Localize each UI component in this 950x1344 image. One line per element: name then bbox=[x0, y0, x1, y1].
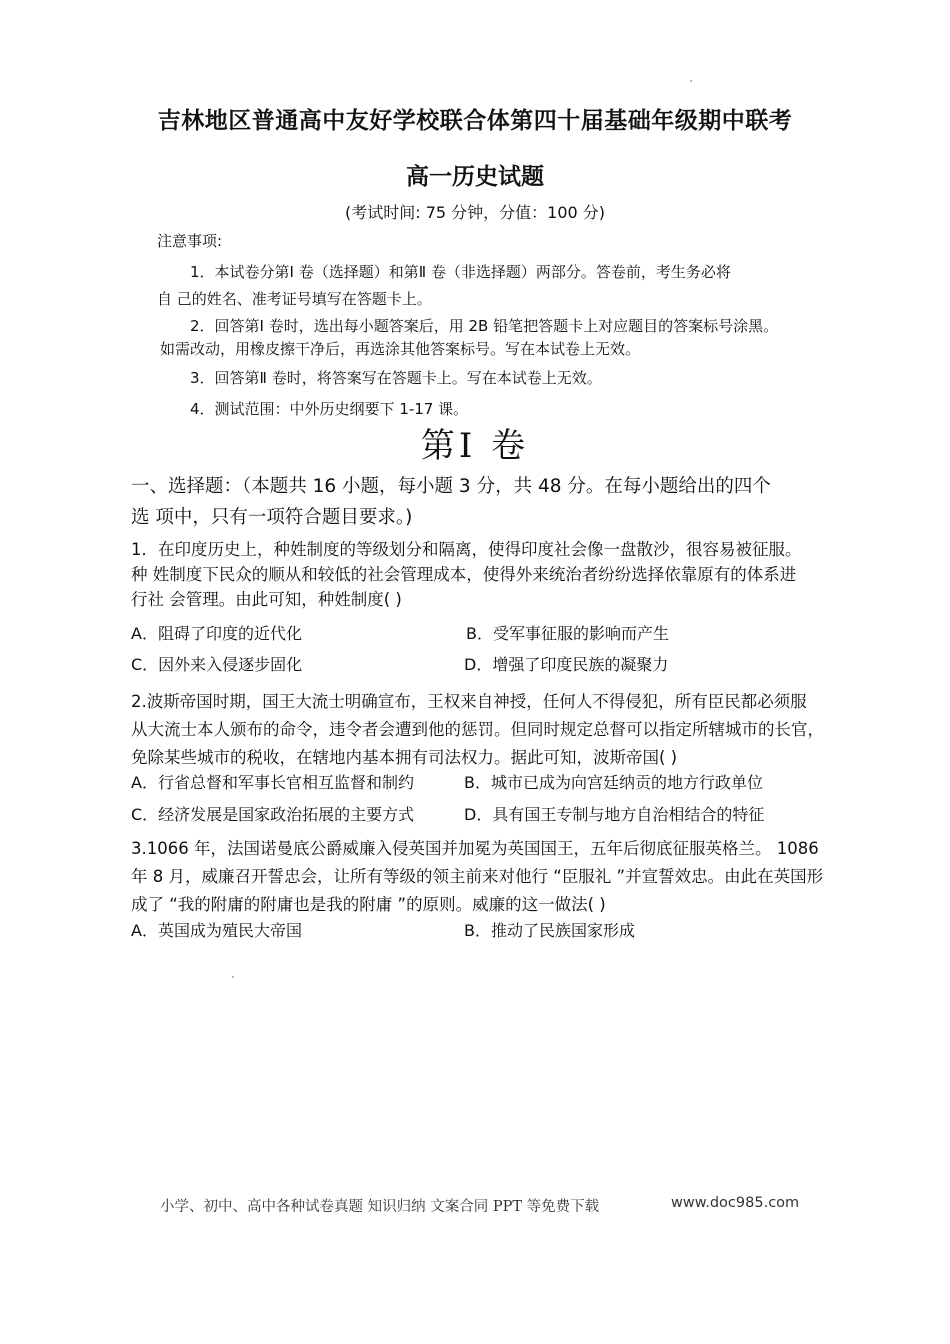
question-1-line-3: 行社 会管理。由此可知，种姓制度( ) bbox=[131, 590, 402, 609]
question-1-line-1: 1．在印度历史上，种姓制度的等级划分和隔离，使得印度社会像一盘散沙，很容易被征服。 bbox=[131, 540, 802, 559]
exam-info: (考试时间: 75 分钟，分值：100 分) bbox=[344, 203, 606, 222]
exam-title: 吉林地区普通高中友好学校联合体第四十届基础年级期中联考 bbox=[157, 108, 793, 134]
note-item-2-line-1: 2．回答第Ⅰ 卷时，选出每小题答案后，用 2B 铅笔把答题卡上对应题目的答案标号涂黑。 bbox=[190, 317, 779, 335]
question-1-option-a: A．阻碍了印度的近代化 bbox=[131, 624, 302, 643]
note-item-3: 3．回答第Ⅱ 卷时，将答案写在答题卡上。写在本试卷上无效。 bbox=[190, 369, 602, 387]
note-item-1-line-1: 1．本试卷分第Ⅰ 卷（选择题）和第Ⅱ 卷（非选择题）两部分。答卷前，考生务必将 bbox=[190, 263, 731, 281]
scan-dot bbox=[232, 976, 234, 978]
subject-title: 高一历史试题 bbox=[406, 164, 544, 190]
question-2-option-b: B．城市已成为向宫廷纳贡的地方行政单位 bbox=[464, 773, 763, 792]
question-2-line-3: 免除某些城市的税收，在辖地内基本拥有司法权力。据此可知，波斯帝国( ) bbox=[131, 748, 678, 767]
question-2-line-1: 2.波斯帝国时期，国王大流士明确宣布，王权来自神授，任何人不得侵犯，所有臣民都必须服 bbox=[131, 692, 807, 711]
note-item-4: 4．测试范围：中外历史纲要下 1-17 课。 bbox=[190, 400, 469, 418]
question-3-line-1: 3.1066 年，法国诺曼底公爵威廉入侵英国并加冕为英国国王，五年后彻底征服英格兰。 1086 bbox=[131, 839, 819, 858]
notes-heading: 注意事项: bbox=[157, 232, 223, 250]
note-item-2-line-2: 如需改动，用橡皮擦干净后，再选涂其他答案标号。写在本试卷上无效。 bbox=[160, 340, 641, 358]
question-3-line-3: 成了 “我的附庸的附庸也是我的附庸 ”的原则。威廉的这一做法( ) bbox=[131, 895, 606, 914]
question-2-option-c: C．经济发展是国家政治拓展的主要方式 bbox=[131, 805, 415, 824]
question-2-option-a: A．行省总督和军事长官相互监督和制约 bbox=[131, 773, 414, 792]
question-1-option-c: C．因外来入侵逐步固化 bbox=[131, 655, 303, 674]
part-heading-line-1: 一、选择题：（本题共 16 小题，每小题 3 分，共 48 分。在每小题给出的四个 bbox=[131, 476, 771, 497]
question-1-option-d: D．增强了印度民族的凝聚力 bbox=[464, 655, 669, 674]
question-3-line-2: 年 8 月，威廉召开誓忠会，让所有等级的领主前来对他行 “臣服礼 ”并宣誓效忠。由此在英国形 bbox=[131, 867, 824, 886]
question-1-line-2: 种 姓制度下民众的顺从和较低的社会管理成本，使得外来统治者纷纷选择依靠原有的体系进 bbox=[131, 565, 797, 584]
question-3-option-a: A．英国成为殖民大帝国 bbox=[131, 921, 302, 940]
question-3-option-b: B．推动了民族国家形成 bbox=[464, 921, 635, 940]
question-1-option-b: B．受军事征服的影响而产生 bbox=[466, 624, 669, 643]
note-item-1-line-2: 自 己的姓名、准考证号填写在答题卡上。 bbox=[157, 290, 432, 308]
question-2-option-d: D．具有国王专制与地方自治相结合的特征 bbox=[464, 805, 765, 824]
question-2-line-2: 从大流士本人颁布的命令，违令者会遭到他的惩罚。但同时规定总督可以指定所辖城市的长官， bbox=[131, 720, 824, 739]
footer-url[interactable]: www.doc985.com bbox=[671, 1195, 800, 1211]
footer-text: 小学、初中、高中各种试卷真题 知识归纳 文案合同 PPT 等免费下载 bbox=[160, 1199, 600, 1215]
section-title: 第Ⅰ 卷 bbox=[420, 426, 530, 466]
scan-dot bbox=[690, 80, 692, 82]
part-heading-line-2: 选 项中，只有一项符合题目要求。) bbox=[131, 507, 413, 528]
